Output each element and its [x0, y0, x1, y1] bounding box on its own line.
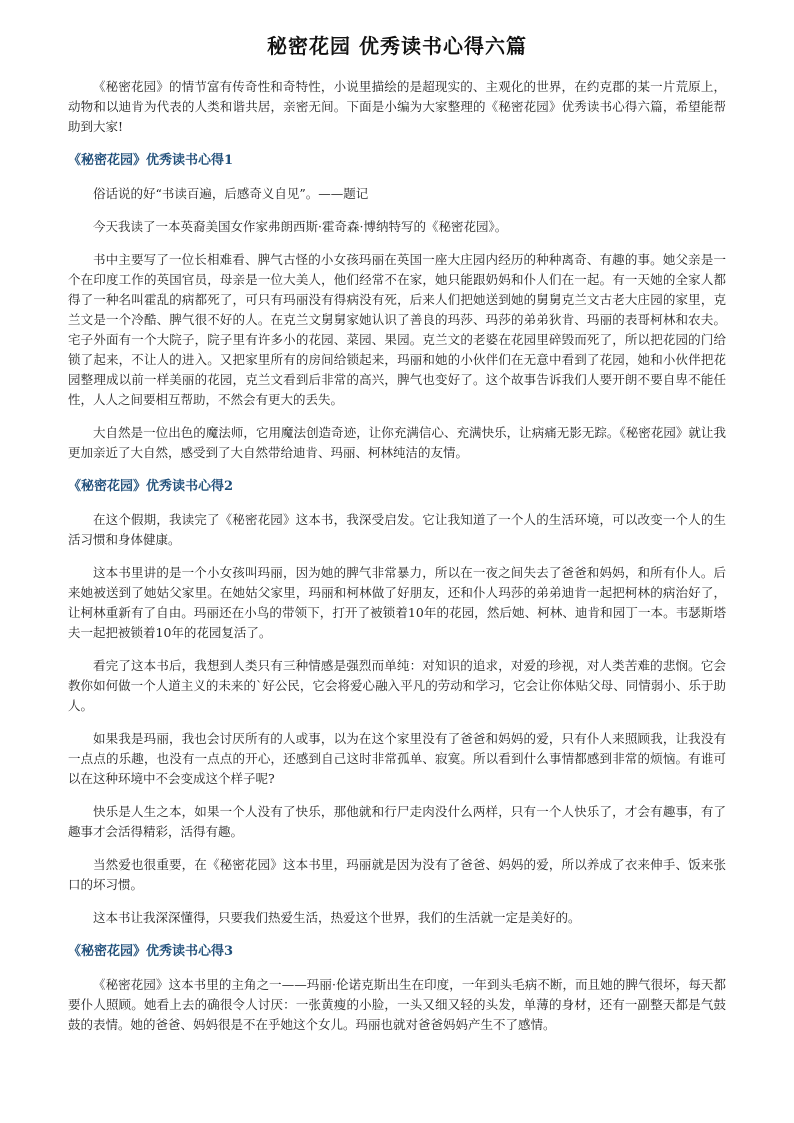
section-heading: 《秘密花园》优秀读书心得2 [68, 479, 234, 494]
paragraph: 在这个假期，我读完了《秘密花园》这本书，我深受启发。它让我知道了一个人的生活环境，可以改变一个人的生活习惯和身体健康。 [68, 512, 726, 547]
document-page [68, 30, 726, 1048]
paragraph: 今天我读了一本英裔美国女作家弗朗西斯·霍奇森·博纳特写的《秘密花园》。 [93, 219, 508, 234]
paragraph: 看完了这本书后，我想到人类只有三种情感是强烈而单纯：对知识的追求，对爱的珍视，对人类苦难的悲悯。它会教你如何做一个人道主义的未来的`好公民，它会将爱心融入平凡的劳动和学习，它会让你体贴父母、同情弱小、乐于助人。 [68, 658, 726, 713]
section-3 [68, 941, 726, 1035]
paragraph: 《秘密花园》这本书里的主角之一——玛丽·伦诺克斯出生在印度，一年到头毛病不断，而且她的脾气很坏，每天都要仆人照顾。她看上去的确很令人讨厌：一张黄瘦的小脸，一头又细又轻的头发，单薄的身材，还有一副整天都是气鼓鼓的表情。她的爸爸、妈妈很是不在乎她这个女儿。玛丽也就对爸爸妈妈产生不了感情。 [68, 977, 726, 1032]
paragraph: 这本书让我深深懂得，只要我们热爱生活，热爱这个世界，我们的生活就一定是美好的。 [93, 910, 581, 925]
section-heading: 《秘密花园》优秀读书心得1 [68, 153, 234, 168]
intro-paragraph: 《秘密花园》的情节富有传奇性和奇特性，小说里描绘的是超现实的、主观化的世界，在约克郡的某一片荒原上，动物和以迪肯为代表的人类和谐共居，亲密无间。下面是小编为大家整理的《秘密花园》优秀读书心得六篇，希望能帮助到大家! [68, 79, 726, 134]
paragraph: 这本书里讲的是一个小女孩叫玛丽，因为她的脾气非常暴力，所以在一夜之间失去了爸爸和妈妈，和所有仆人。后来她被送到了她姑父家里。在她姑父家里，玛丽和柯林做了好朋友，还和仆人玛莎的弟弟迪肯一起把柯林的病治好了，让柯林重新有了自由。玛丽还在小鸟的带领下，打开了被锁着10年的花园，然后她、柯林、迪肯和园丁一本。韦瑟斯塔夫一起把被锁着10年的花园复活了。 [68, 565, 726, 640]
paragraph: 当然爱也很重要，在《秘密花园》这本书里，玛丽就是因为没有了爸爸、妈妈的爱，所以养成了衣来伸手、饭来张口的坏习惯。 [68, 857, 726, 892]
paragraph: 快乐是人生之本，如果一个人没有了快乐，那他就和行尸走肉没什么两样，只有一个人快乐了，才会有趣事，有了趣事才会活得精彩，活得有趣。 [68, 804, 726, 839]
document-title: 秘密花园 优秀读书心得六篇 [267, 34, 527, 58]
paragraph: 书中主要写了一位长相难看、脾气古怪的小女孩玛丽在英国一座大庄园内经历的种种离奇、有趣的事。她父亲是一个在印度工作的英国官员，母亲是一位大美人，他们经常不在家，她只能跟奶妈和仆人们在一起。有一天她的全家人都得了一种名叫霍乱的病都死了，可只有玛丽没有得病没有死，后来人们把她送到她的舅舅克兰文古老大庄园的家里，克兰文是一个冷酷、脾气很不好的人。在克兰文舅舅家她认识了善良的玛莎、玛莎的弟弟狄肯、玛丽的表哥柯林和农夫。宅子外面有一个大院子，院子里有许多小的花园、菜园、果园。克兰文的老婆在花园里碎毁而死了，所以把花园的门给锁了起来，不让人的进入。又把家里所有的房间给锁起来，玛丽和她的小伙伴们在无意中看到了花园，她和小伙伴把花园整理成以前一样美丽的花园，克兰文看到后非常的高兴，脾气也变好了。这个故事告诉我们人要开朗不要自卑不能任性，人人之间要相互帮助，不然会有更大的丢失。 [68, 252, 726, 407]
paragraph: 大自然是一位出色的魔法师，它用魔法创造奇迹，让你充满信心、充满快乐，让病痛无影无踪。《秘密花园》就让我更加亲近了大自然，感受到了大自然带给迪肯、玛丽、柯林纯洁的友情。 [68, 425, 726, 460]
section-2 [68, 476, 726, 928]
section-heading: 《秘密花园》优秀读书心得3 [68, 944, 234, 959]
paragraph: 如果我是玛丽，我也会讨厌所有的人或事，以为在这个家里没有了爸爸和妈妈的爱，只有仆人来照顾我，让我没有一点点的乐趣，也没有一点点的开心，还感到自己这时非常孤单、寂寞。所以看到什么事情都感到非常的烦恼。有谁可以在这种环境中不会变成这个样子呢? [68, 731, 726, 786]
paragraph: 俗话说的好“书读百遍，后感奇义自见”。——题记 [93, 186, 369, 201]
section-1 [68, 150, 726, 463]
